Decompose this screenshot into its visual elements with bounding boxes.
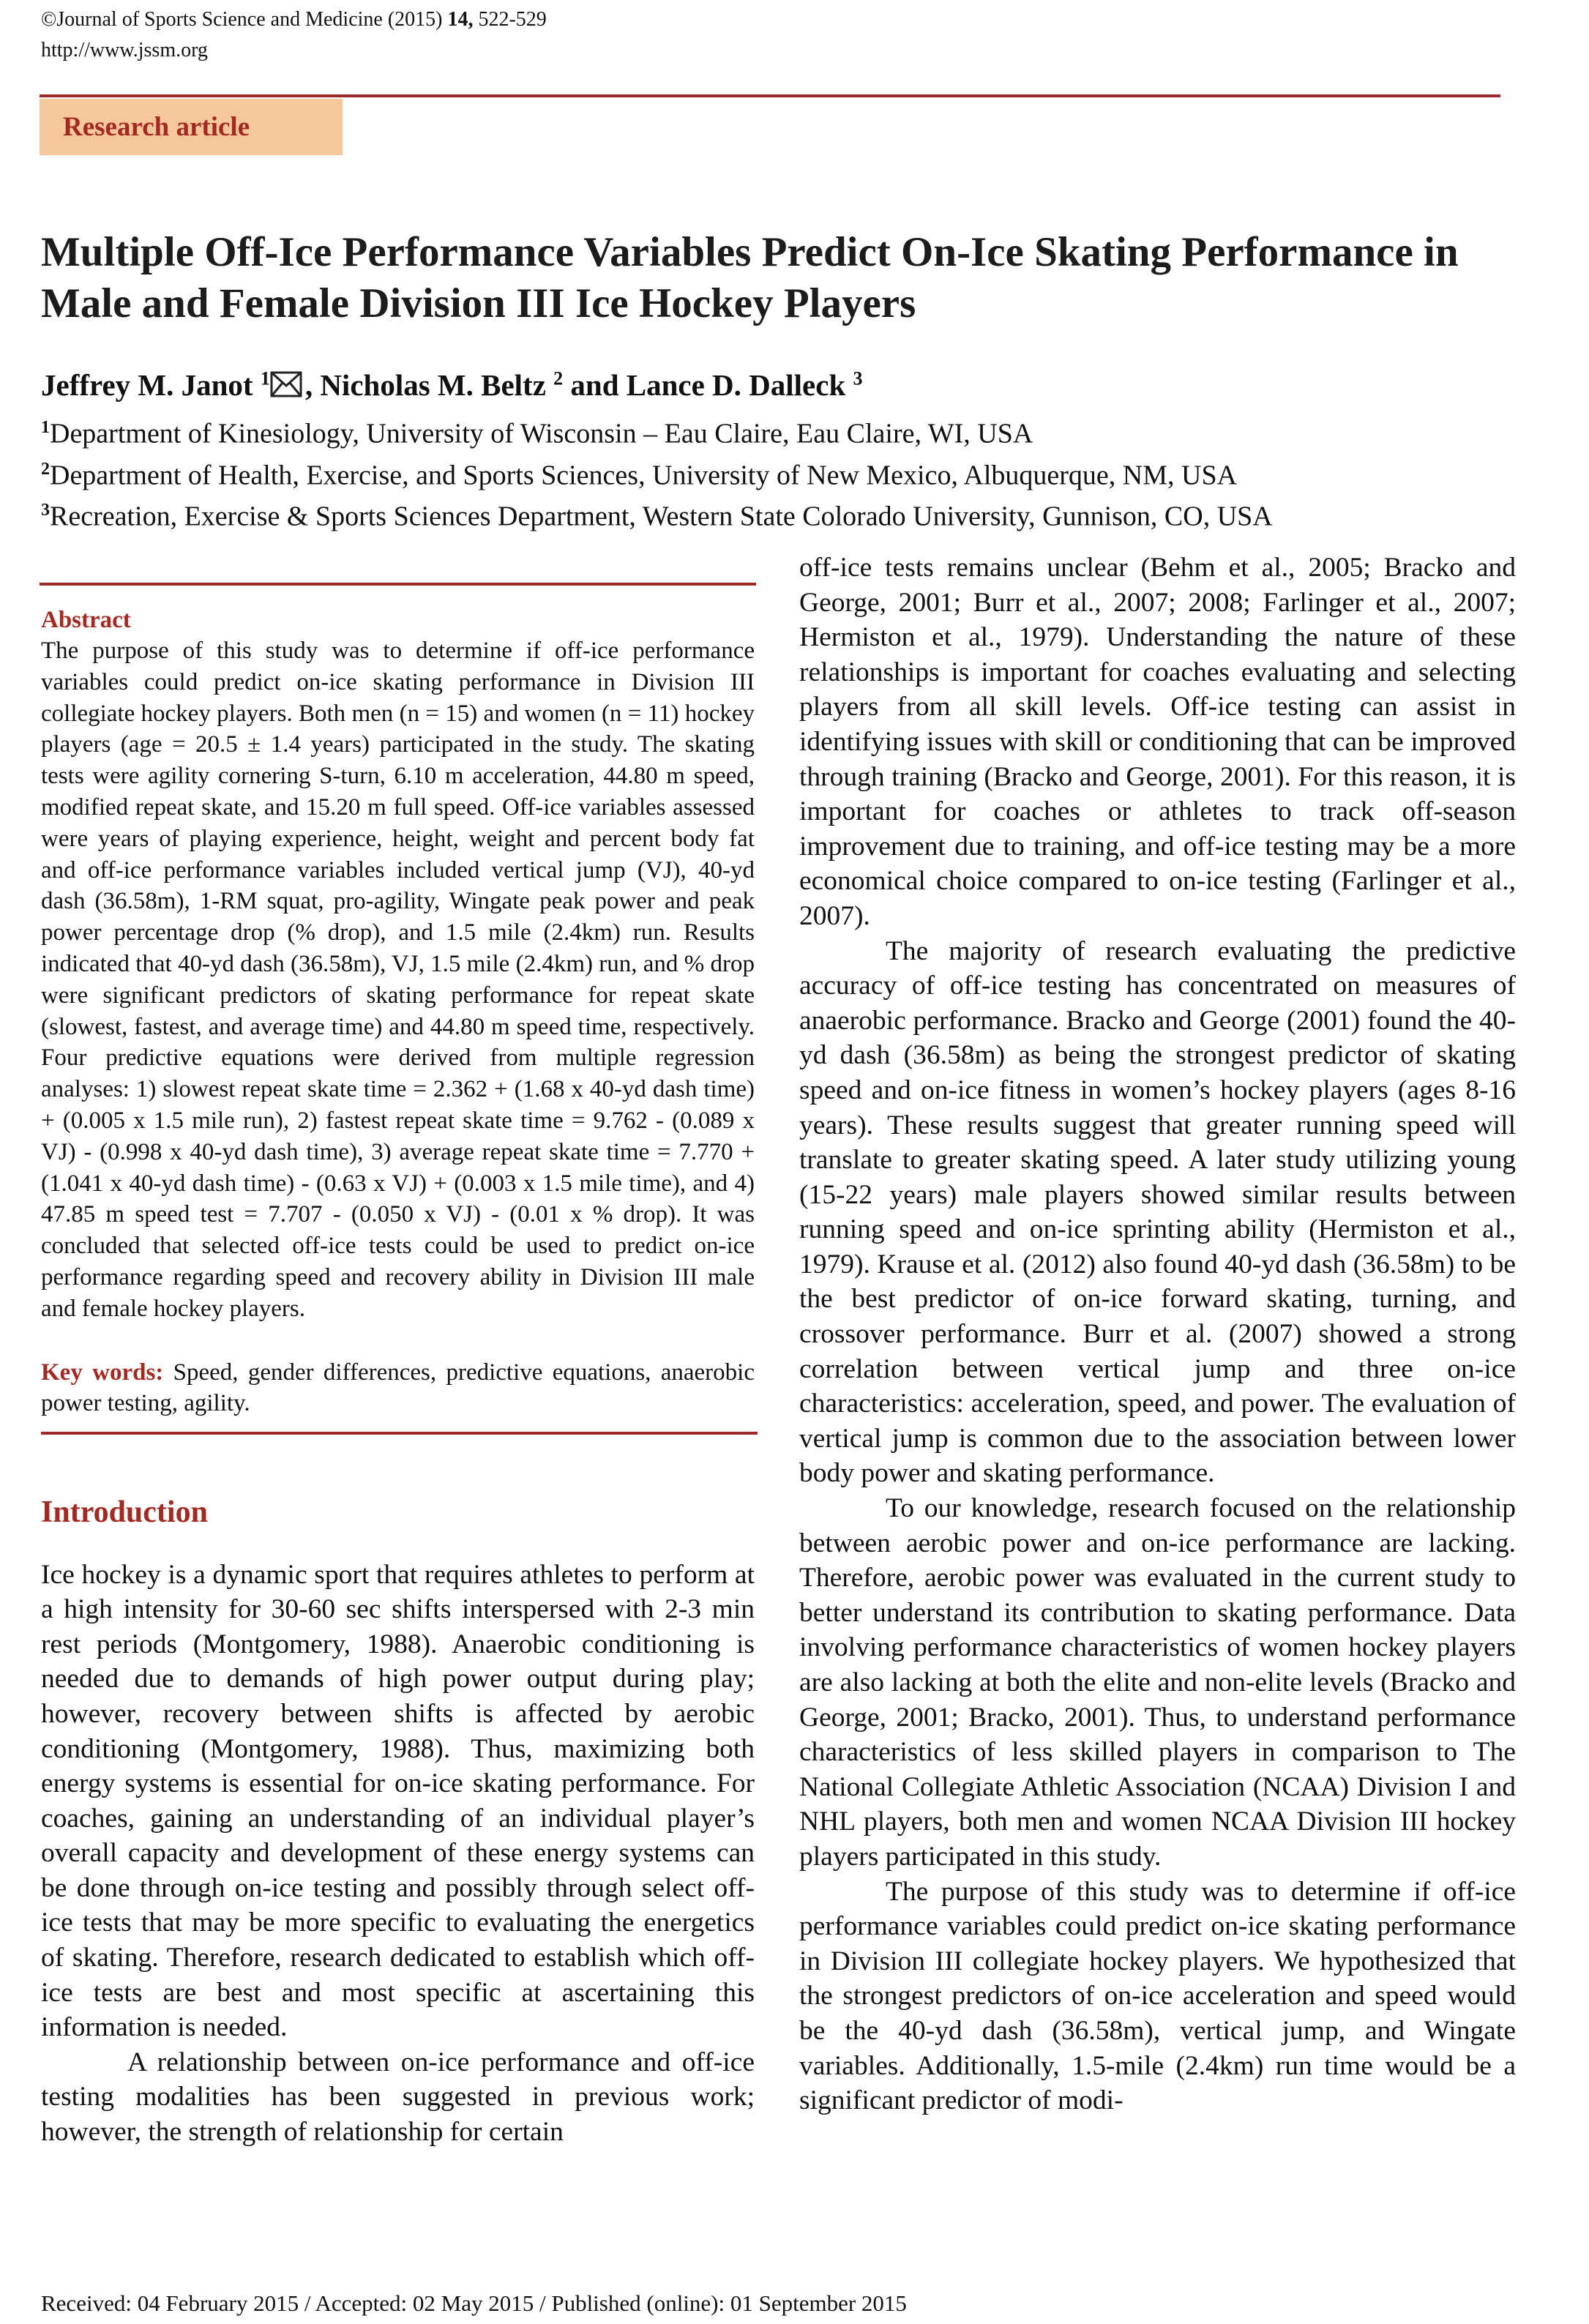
intro-paragraph-1: Ice hockey is a dynamic sport that requires athletes to perform at a high intensity for 30-60 sec shifts interspersed with 2-3 min rest periods (Montgomery, 1988). Anaerobic conditioning is needed due to demands of high power output during play; however, recovery between shifts is affected by aerobic conditioning (Montgomery, 1988). Thus, maximizing both energy systems is essential for on-ice skating performance. For coaches, gaining an understanding of an individual player’s overall capacity and development of these energy systems can be done through on-ice testing and possibly through select off-ice tests that may be more specific to evaluating the energetics of skating. Therefore, research dedicated to establish which off-ice tests are best and most specific at ascertaining this information is needed.: [41, 1559, 755, 2043]
abstract-top-rule: [40, 583, 756, 586]
article-type-label: Research article: [40, 99, 343, 155]
author-affil-3: 3: [853, 367, 863, 389]
affiliation-num-3: 3: [41, 501, 50, 520]
citation-volume: 14,: [447, 8, 474, 31]
affiliation-text-2: Department of Health, Exercise, and Sports Sciences, University of New Mexico, Albuquerque, NM, USA: [50, 460, 1238, 491]
author-name-3: and Lance D. Dalleck: [563, 368, 853, 402]
mail-icon[interactable]: [270, 370, 304, 398]
author-affil-1: 1: [260, 367, 270, 389]
affiliation-3: [41, 493, 1273, 534]
abstract-heading: Abstract: [41, 607, 131, 633]
intro-paragraph-4: To our knowledge, research focused on the relationship between aerobic power and on-ice performance are lacking. Therefore, aerobic power was evaluated in the current study to better understand its contribution to skating performance. Data involving performance characteristics of women hockey players are also lacking at both the elite and non-elite levels (Bracko and George, 2001; Bracko, 2001). Thus, to understand performance characteristics of less skilled players in comparison to The National Collegiate Athletic Association (NCAA) Division I and NHL players, both men and women NCAA Division III hockey players participated in this study.: [799, 1493, 1516, 1872]
introduction-heading: Introduction: [41, 1495, 208, 1529]
left-column: [41, 605, 755, 2150]
affiliation-num-1: 1: [41, 418, 50, 437]
intro-paragraph-5: The purpose of this study was to determine if off-ice performance variables could predict on-ice skating performance in Division III collegiate hockey players. We hypothesized that the strongest predictors of on-ice acceleration and speed would be the 40-yd dash (36.58m), vertical jump, and Wingate variables. Additionally, 1.5-mile (2.4km) run time would be a significant predictor of modi-: [799, 1876, 1516, 2116]
header-rule: [40, 94, 1500, 97]
affiliation-text-3: Recreation, Exercise & Sports Sciences Department, Western State Colorado University, Gunnison, CO, USA: [50, 501, 1273, 532]
author-affil-2: 2: [553, 367, 564, 389]
citation-pages: 522-529: [473, 8, 547, 31]
citation-text: ©Journal of Sports Science and Medicine (2015): [41, 8, 448, 31]
keywords-text: Speed, gender differences, predictive equations, anaerobic power testing, agility.: [41, 1359, 755, 1416]
intro-paragraph-2-cont: off-ice tests remains unclear (Behm et al., 2005; Bracko and George, 2001; Burr et al., 2007; 2008; Farlinger et al., 2007; Hermiston et al., 1979). Understanding the nature of these relationships is important for coaches evaluating and selecting players from all skill levels. Off-ice testing can assist in identifying issues with skill or conditioning that can be improved through training (Bracko and George, 2001). For this reason, it is important for coaches or athletes to track off-season improvement due to training, and off-ice testing may be a more economical choice compared to on-ice testing (Farlinger et al., 2007).: [799, 553, 1516, 931]
affiliation-num-2: 2: [41, 459, 50, 479]
publication-dates: Received: 04 February 2015 / Accepted: 02 May 2015 / Published (online): 01 September 2015: [41, 2290, 907, 2316]
right-column: [799, 550, 1516, 2118]
intro-paragraph-2: A relationship between on-ice performance and off-ice testing modalities has been suggested in previous work; however, the strength of relationship for certain: [41, 2047, 755, 2148]
article-title: Multiple Off-Ice Performance Variables Predict On-Ice Skating Performance in Male and Female Division III Ice Hockey Players: [41, 229, 1459, 326]
keywords-label: Key words:: [41, 1359, 164, 1386]
abstract-bottom-rule: [41, 1432, 758, 1435]
journal-url[interactable]: http://www.jssm.org: [41, 39, 208, 61]
affiliation-list: [41, 410, 1273, 534]
author-name-1: Jeffrey M. Janot: [41, 368, 261, 402]
author-list: [41, 367, 863, 403]
affiliation-1: [41, 410, 1273, 452]
intro-paragraph-3: The majority of research evaluating the predictive accuracy of off-ice testing has concentrated on measures of anaerobic performance. Bracko and George (2001) found the 40-yd dash (36.58m) as being the strongest predictor of skating speed and on-ice fitness in women’s hockey players (ages 8-16 years). These results suggest that greater running speed will translate to greater skating speed. A later study utilizing young (15-22 years) male players showed similar results between running speed and on-ice sprinting ability (Hermiston et al., 1979). Krause et al. (2012) also found 40-yd dash (36.58m) to be the best predictor of on-ice forward skating, turning, and crossover performance. Burr et al. (2007) showed a strong correlation between vertical jump and three on-ice characteristics: acceleration, speed, and power. The evaluation of vertical jump is common due to the association between lower body power and skating performance.: [799, 935, 1516, 1489]
abstract-body: The purpose of this study was to determine if off-ice performance variables could predict on-ice skating performance in Division III collegiate hockey players. Both men (n = 15) and women (n = 11) hockey players (age = 20.5 ± 1.4 years) participated in the study. The skating tests were agility cornering S-turn, 6.10 m acceleration, 44.80 m speed, modified repeat skate, and 15.20 m full speed. Off-ice variables assessed were years of playing experience, height, weight and percent body fat and off-ice performance variables included vertical jump (VJ), 40-yd dash (36.58m), 1-RM squat, pro-agility, Wingate peak power and peak power percentage drop (% drop), and 1.5 mile (2.4km) run. Results indicated that 40-yd dash (36.58m), VJ, 1.5 mile (2.4km) run, and % drop were significant predictors of skating performance for repeat skate (slowest, fastest, and average time) and 44.80 m speed time, respectively. Four predictive equations were derived from multiple regression analyses: 1) slowest repeat skate time = 2.362 + (1.68 x 40-yd dash time) + (0.005 x 1.5 mile run), 2) fastest repeat skate time = 9.762 - (0.089 x VJ) - (0.998 x 40-yd dash time), 3) average repeat skate time = 7.770 + (1.041 x 40-yd dash time) - (0.63 x VJ) + (0.003 x 1.5 mile time), and 4) 47.85 m speed test = 7.707 - (0.050 x VJ) - (0.01 x % drop). It was concluded that selected off-ice tests could be used to predict on-ice performance regarding speed and recovery ability in Division III male and female hockey players.: [41, 638, 755, 1322]
author-name-2: , Nicholas M. Beltz: [304, 368, 554, 402]
affiliation-text-1: Department of Kinesiology, University of Wisconsin – Eau Claire, Eau Claire, WI, USA: [50, 418, 1033, 449]
affiliation-2: [41, 452, 1273, 493]
keywords: [41, 1357, 755, 1419]
journal-citation: [41, 7, 547, 32]
